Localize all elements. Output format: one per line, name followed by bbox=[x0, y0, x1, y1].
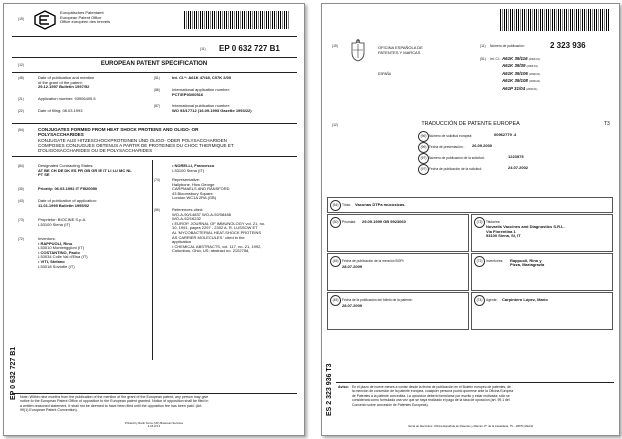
coat-of-arms-icon bbox=[350, 38, 366, 62]
priority-label: Prioridad: bbox=[342, 220, 357, 224]
field-code: (72) bbox=[18, 237, 24, 241]
intl-publication-field: International publication number: WO 93/17712 (16.09.1993 Gazette 1993/22) bbox=[172, 103, 252, 113]
application-pub-field: Date of publication of application: 11.01.1995 Bulletin 1995/02 bbox=[38, 198, 97, 208]
doc-code: (12) bbox=[332, 123, 338, 127]
field-code: (96) bbox=[418, 142, 429, 153]
agent-value: Carpintero López, Mario bbox=[502, 296, 548, 302]
field-value: 00962779 .4 bbox=[494, 132, 517, 137]
divider bbox=[336, 382, 614, 383]
int-class-field: Int. Cl.⁶: A61K 47/48, C07K 2/00 bbox=[172, 75, 232, 80]
references-field: References cited: WO-A-90/14837 WO-A-92/08488 WO-A-92/16232 • EUROP. JOURNAL OF IMMUNOLOGY vol. 21, no. 10, 1991, pages 2297 - 2302 A. R. LUSSOW ET AL 'MYCOBACTERIAL HEAT-SHOCK PROTEINS AS CARRIER MOLECULES.' cited in the application • CHEMICAL ABSTRACTS, vol. 117, no. 21, 1992, Columbus, Ohio, US; abstract no. 210275d, bbox=[172, 207, 266, 254]
aviso-text: En el plazo de nueve meses a contar desde la fecha de publicación en el Boletín europeo de patentes, de la mención de concesión de la patente europea, cualquier persona podrá oponerse ante la Oficina Europea de Patentes a la patente concedida. La oposición deberá formularse por escrito y estar motivada; sólo se considerará como formulada una vez que se haya realizado el pago de la tasa de oposición (art. 99.1 del Convenio sobre concesión de Patentes Europeas). bbox=[352, 385, 514, 407]
column-divider bbox=[152, 160, 153, 360]
agent-label: Agente: bbox=[486, 298, 498, 302]
inventors-field: Inventors: • RAPPUOLI, Rino I-53010 Monteriggioni (IT) • COSTANTINO, Paolo I-53034 Colle Val d'Elsa (IT) • VITI, Stefano I-53018 Sovicille (IT) bbox=[38, 236, 88, 269]
folleto-box bbox=[327, 292, 469, 330]
intl-application-field: International application number: PCT/EP93/00516 bbox=[172, 87, 231, 97]
priority-box bbox=[327, 214, 469, 252]
folleto-label: Fecha de la publicación del folleto de la patente: bbox=[342, 298, 413, 302]
office-name bbox=[60, 11, 110, 25]
barcode bbox=[500, 9, 610, 31]
agent-box bbox=[471, 292, 613, 330]
divider bbox=[12, 393, 297, 394]
ep-patent-page bbox=[3, 3, 305, 436]
grant-date-field: Date of publication and mention of the grant of the patent: 29.12.1997 Bulletin 1997/52 bbox=[38, 75, 95, 90]
field-code: (45) bbox=[18, 76, 24, 80]
inventor-continued-field: • NORELLI, Francesco I-53100 Siena (IT) bbox=[172, 163, 215, 173]
bopi-box bbox=[327, 253, 469, 291]
priority-code: (30) bbox=[330, 217, 341, 228]
designated-states-field: Designated Contracting States: AT BE CH DE DK ES FR GB GR IE IT LI LU MC NL PT SE bbox=[38, 163, 132, 178]
field-code: (74) bbox=[154, 178, 160, 182]
pub-num-code: (11) bbox=[200, 47, 206, 51]
bopi-code: (45) bbox=[330, 256, 341, 267]
doc-type-code: (12) bbox=[18, 63, 24, 67]
inventors-code: (72) bbox=[474, 256, 485, 267]
title-label: Título: bbox=[342, 203, 352, 207]
field-value: 24.07.2002 bbox=[508, 165, 529, 170]
ipc-class: A61K 39/106 (2006.01) bbox=[502, 70, 541, 76]
printer-line: Printed by Rank Xerox (UK) Business Services 2.16.2/3.4 bbox=[124, 421, 184, 429]
holder-value: Novartis Vaccines and Diagnostics S.R.L. Via Fiorentina 1 53100 Siena, SI, IT bbox=[486, 224, 565, 239]
office-name: OFICINA ESPAÑOLA DE PATENTES Y MARCAS bbox=[378, 45, 423, 55]
field-code: (30) bbox=[18, 187, 24, 191]
field-code: (21) bbox=[18, 97, 24, 101]
side-pub-number: ES 2 323 936 T3 bbox=[326, 363, 333, 416]
country: ESPAÑA bbox=[378, 72, 392, 76]
ipc-class: A61K 39/108 (2006.01) bbox=[502, 78, 541, 84]
field-code: (97) bbox=[418, 153, 429, 164]
office-code: (19) bbox=[332, 44, 338, 48]
field-label: Número de publicación de la solicitud: bbox=[429, 156, 485, 160]
pub-code: (11) bbox=[480, 44, 486, 48]
field-label: Número de solicitud europea: bbox=[429, 134, 473, 138]
folleto-value: 28.07.2009 bbox=[342, 303, 363, 308]
aviso-label: Aviso: bbox=[338, 385, 349, 389]
bopi-label: Fecha de publicación de la mención BOPI: bbox=[342, 259, 405, 263]
footer: Venta de fascículos: Oficina Española de Patentes y Marcas. P° de la Castellana, 75 – 28071 Madrid bbox=[407, 424, 534, 428]
office-name-en: European Patent Office bbox=[60, 14, 102, 20]
field-label: Fecha de presentación : bbox=[429, 145, 465, 149]
office-name-de: Europäisches Patentamt bbox=[60, 10, 104, 15]
holder-label: Titular/es: bbox=[486, 220, 501, 224]
pub-label: Número de publicación: bbox=[490, 44, 525, 48]
es-patent-page bbox=[321, 3, 620, 436]
application-number-field: Application number: 93906409.5 bbox=[38, 96, 96, 101]
ipc-classes bbox=[502, 56, 540, 93]
field-code: (87) bbox=[154, 104, 160, 108]
filing-date-field: Date of filing: 08.03.1993 bbox=[38, 108, 83, 113]
title-box bbox=[327, 197, 613, 213]
field-code: (97) bbox=[418, 164, 429, 175]
divider bbox=[12, 36, 297, 37]
title-code: (54) bbox=[18, 128, 24, 132]
proprietor-field: Proprietor: BIOCINE S.p.A. I-53100 Siena (IT) bbox=[38, 217, 87, 227]
side-pub-number: EP 0 632 727 B1 bbox=[10, 346, 17, 400]
office-code: (19) bbox=[18, 17, 24, 21]
title-code: (54) bbox=[330, 200, 341, 211]
inventors-label: Inventor/es: bbox=[486, 259, 504, 263]
divider bbox=[12, 57, 297, 58]
holder-box bbox=[471, 214, 613, 252]
priority-value: 29.09.1999 GB 9923060 bbox=[362, 218, 406, 224]
doc-kind: T3 bbox=[604, 121, 610, 127]
inventors-value: Rappuoli, Rino y Pizza, Mariagrazia bbox=[510, 257, 545, 268]
field-label: Fecha de publicación de la solicitud: bbox=[429, 167, 482, 171]
folleto-code: (45) bbox=[330, 295, 341, 306]
agent-code: (74) bbox=[474, 295, 485, 306]
field-code: (56) bbox=[154, 208, 160, 212]
inventors-box bbox=[471, 253, 613, 291]
opposition-note: Note: Within nine months from the publication of the mention of the grant of the European patent, any person may give notice to the European Patent Office of opposition to the European patent granted. Notice of opposition shall be filed in a written reasoned statement. It shall not be deemed to have been filed until the opposition fee has been paid. (Art. 99(1) European Patent Convention). bbox=[20, 395, 209, 413]
field-code: (22) bbox=[18, 109, 24, 113]
field-code: (43) bbox=[18, 199, 24, 203]
bopi-value: 28.07.2009 bbox=[342, 264, 363, 269]
doc-type: EUROPEAN PATENT SPECIFICATION bbox=[100, 61, 208, 67]
divider bbox=[12, 156, 297, 157]
field-value: 26.09.2000 bbox=[472, 143, 493, 148]
field-value: 1223975 bbox=[508, 154, 524, 159]
priority-field: Priority: 06.03.1992 IT FI920050 bbox=[38, 186, 98, 191]
title-value: Vacunas DTPa mucosicas. bbox=[355, 201, 406, 207]
pub-number: EP 0 632 727 B1 bbox=[219, 44, 280, 53]
divider bbox=[12, 123, 297, 124]
ipc-code: (51) bbox=[480, 57, 486, 61]
field-code: (86) bbox=[154, 88, 160, 92]
ipc-label: Int. Cl.: bbox=[490, 57, 501, 61]
ipc-class: A61P 31/04 (2006.01) bbox=[502, 85, 538, 91]
pub-number: 2 323 936 bbox=[550, 41, 586, 50]
ipc-class: A61K 39/116 (2006.01) bbox=[502, 56, 540, 61]
barcode bbox=[184, 11, 289, 29]
field-code: (84) bbox=[18, 164, 24, 168]
ipc-class: A61K 39/39 (2006.01) bbox=[502, 63, 538, 69]
representative-field: Representative: Hallybone, Huw George CARPMAELS AND RANSFORD 43 Bloomsbury Square London WC1A 2RA (GB) bbox=[172, 177, 230, 201]
epo-logo-icon bbox=[34, 10, 56, 30]
divider bbox=[12, 72, 297, 73]
field-code: (73) bbox=[18, 218, 24, 222]
doc-type: TRADUCCIÓN DE PATENTE EUROPEA bbox=[421, 121, 520, 127]
office-name-fr: Office européen des brevets bbox=[60, 19, 111, 25]
field-code: (51) bbox=[154, 76, 160, 80]
field-code: (96) bbox=[418, 131, 429, 142]
holder-code: (73) bbox=[474, 217, 485, 228]
patent-title: CONJUGATES FORMED FROM HEAT SHOCK PROTEINS AND OLIGO- OR POLYSACCHARIDES KONJUGATE AUS HITZESCHOCKPROTEINEN UND OLIGO- ODER POLYSACCHARIDEN COMPOSES CONJUGUES OBTENUS A PARTIR DE PROTEINES DU CHOC THERMIQUE ET D'OLIGOSACCHARIDES OU DE POLYSACCHARIDES bbox=[38, 127, 234, 154]
